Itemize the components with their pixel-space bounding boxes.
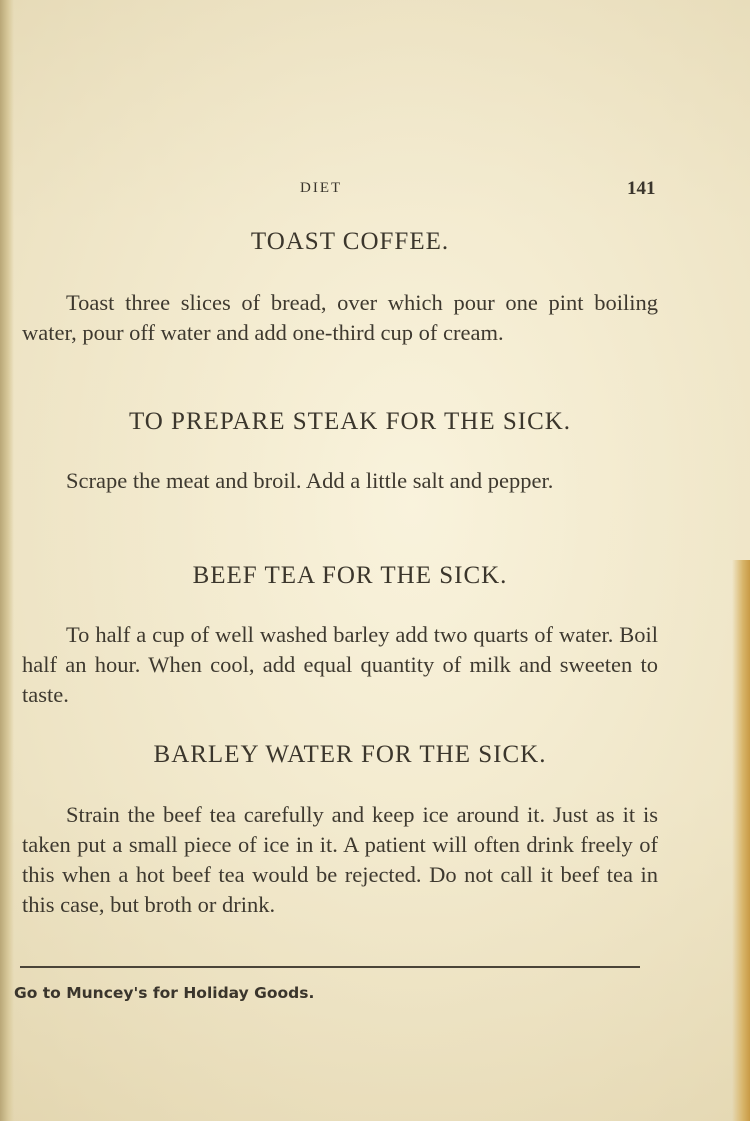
page-binding-edge xyxy=(0,0,14,1121)
recipe-heading-toast-coffee: TOAST COFFEE. xyxy=(250,228,450,255)
running-head: DIET xyxy=(300,180,343,196)
page-number: 141 xyxy=(627,178,656,199)
recipe-body-toast-coffee: Toast three slices of bread, over which pour one pint boiling water, pour off water and add one-third cup of cream. xyxy=(22,290,658,345)
recipe-heading-barley-water: BARLEY WATER FOR THE SICK. xyxy=(153,741,547,768)
recipe-heading-steak: TO PREPARE STEAK FOR THE SICK. xyxy=(128,408,572,435)
recipe-heading-beef-tea: BEEF TEA FOR THE SICK. xyxy=(192,562,508,589)
recipe-body-beef-tea: To half a cup of well washed barley add two quarts of water. Boil half an hour. When cool, add equal quantity of milk and sweeten to taste. xyxy=(22,622,658,707)
recipe-body-barley-water: Strain the beef tea carefully and keep ice around it. Just as it is taken put a small piece of ice in it. A patient will often drink freely of this when a hot beef tea would be rejected. Do not call it beef tea in this case, but broth or drink. xyxy=(22,802,658,917)
page-fore-edge xyxy=(732,560,750,1121)
advertisement-footer: Go to Muncey's for Holiday Goods. xyxy=(14,984,315,1002)
recipe-body-steak: Scrape the meat and broil. Add a little salt and pepper. xyxy=(66,468,554,493)
footer-rule xyxy=(20,966,640,968)
